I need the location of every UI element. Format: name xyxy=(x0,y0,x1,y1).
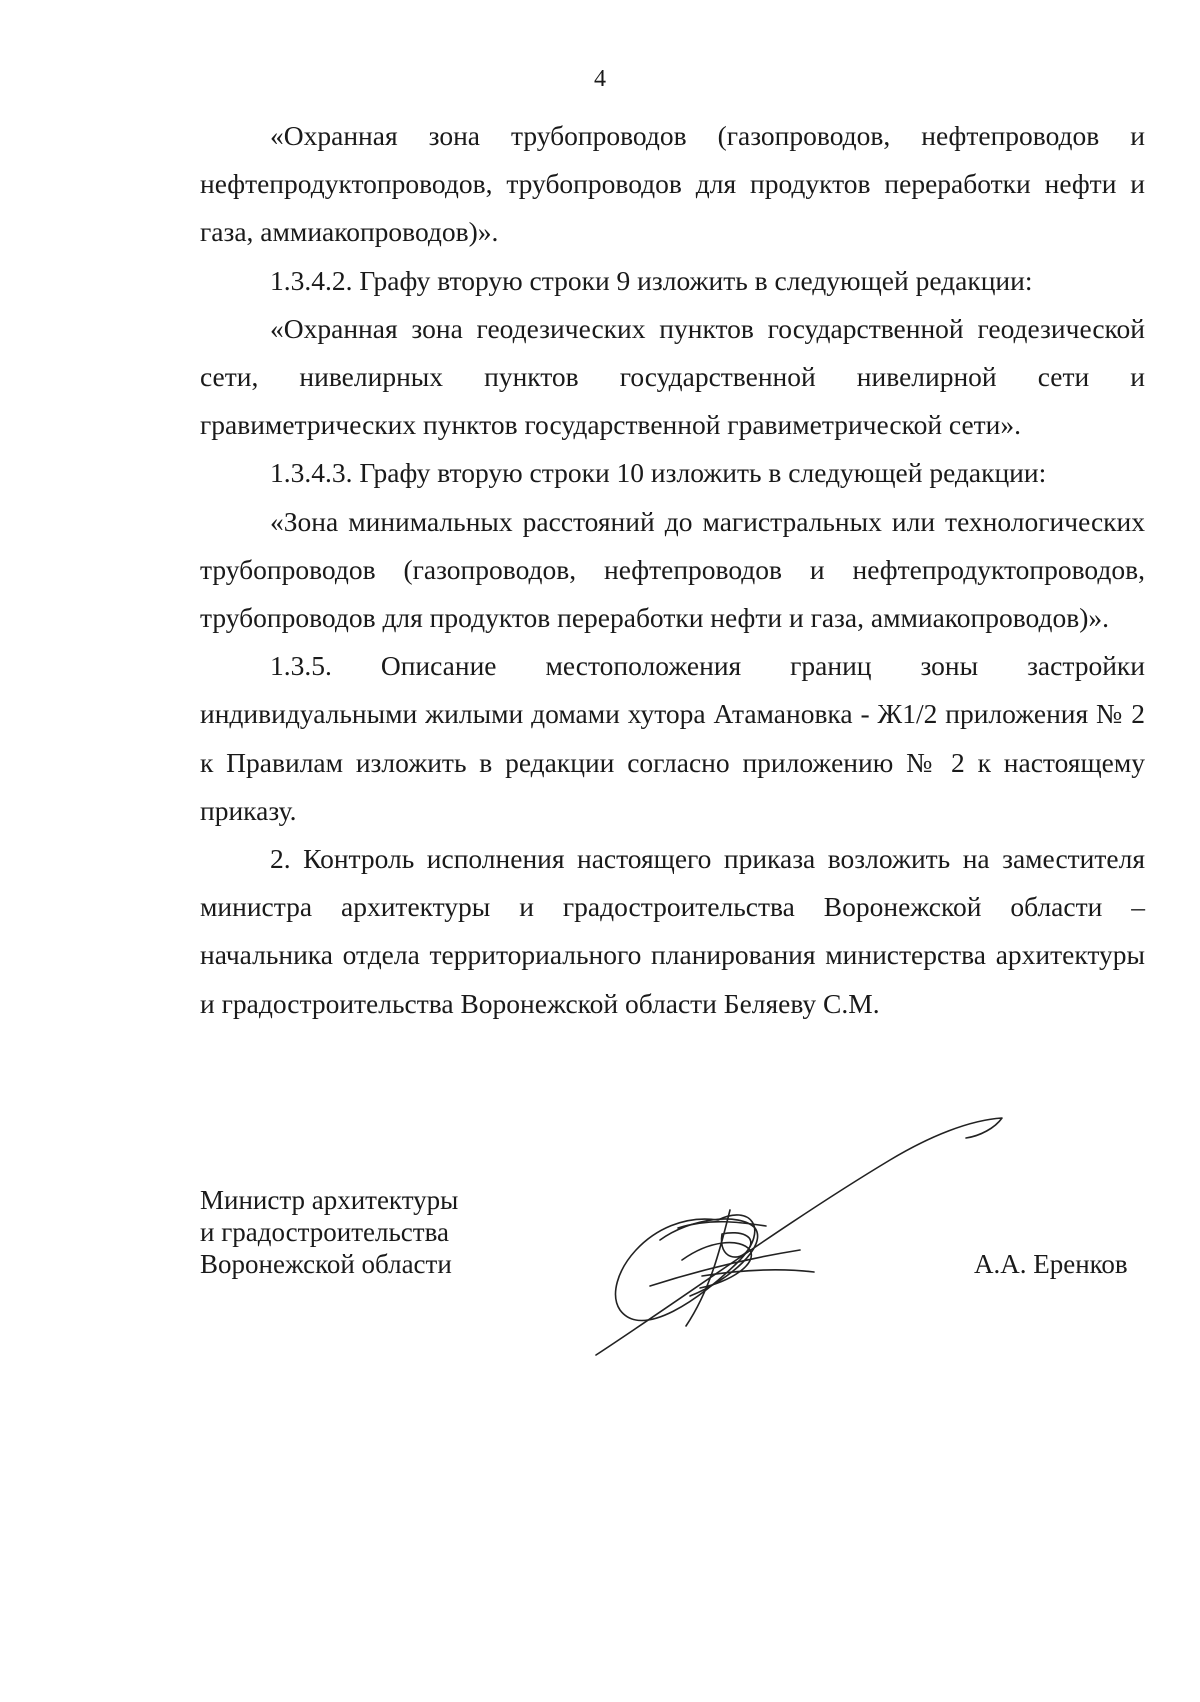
signatory-title-line: Воронежской области xyxy=(200,1249,452,1279)
paragraph: «Зона минимальных расстояний до магистральных или технологических трубопроводов (газопроводов, нефтепроводов и нефтепродуктопроводов, трубопроводов для продуктов переработки нефти и газа, аммиакопроводов)». xyxy=(200,505,1145,634)
paragraph: 1.3.5. Описание местоположения границ зоны застройки индивидуальными жилыми домами хутора Атамановка - Ж1/2 приложения № 2 к Правилам изложить в редакции согласно приложению № 2 к настоящему приказу. xyxy=(200,650,1145,826)
signatory-title-line: Министр архитектуры xyxy=(200,1185,459,1215)
paragraph: 2. Контроль исполнения настоящего приказа возложить на заместителя министра архитектуры и градостроительства Воронежской области – начальника отдела территориального планирования министерства архитектуры и градостроительства Воронежской области Беляеву С.М. xyxy=(200,843,1145,1019)
page-number: 4 xyxy=(594,66,606,92)
signatory-title-line: и градостроительства xyxy=(200,1217,449,1247)
signatory-name: А.А. Еренков xyxy=(974,1249,1128,1279)
paragraph: «Охранная зона трубопроводов (газопроводов, нефтепроводов и нефтепродуктопроводов, трубопроводов для продуктов переработки нефти и газа, аммиакопроводов)». xyxy=(200,120,1145,248)
document-body xyxy=(200,112,1145,1028)
paragraph: 1.3.4.2. Графу вторую строки 9 изложить в следующей редакции: xyxy=(270,264,1033,296)
signatory-title xyxy=(200,1184,458,1280)
paragraph: 1.3.4.3. Графу вторую строки 10 изложить в следующей редакции: xyxy=(270,457,1047,489)
handwritten-signature xyxy=(590,1100,1010,1370)
paragraph: «Охранная зона геодезических пунктов государственной геодезической сети, нивелирных пунктов государственной нивелирной сети и гравиметрических пунктов государственной гравиметрической сети». xyxy=(200,312,1145,441)
